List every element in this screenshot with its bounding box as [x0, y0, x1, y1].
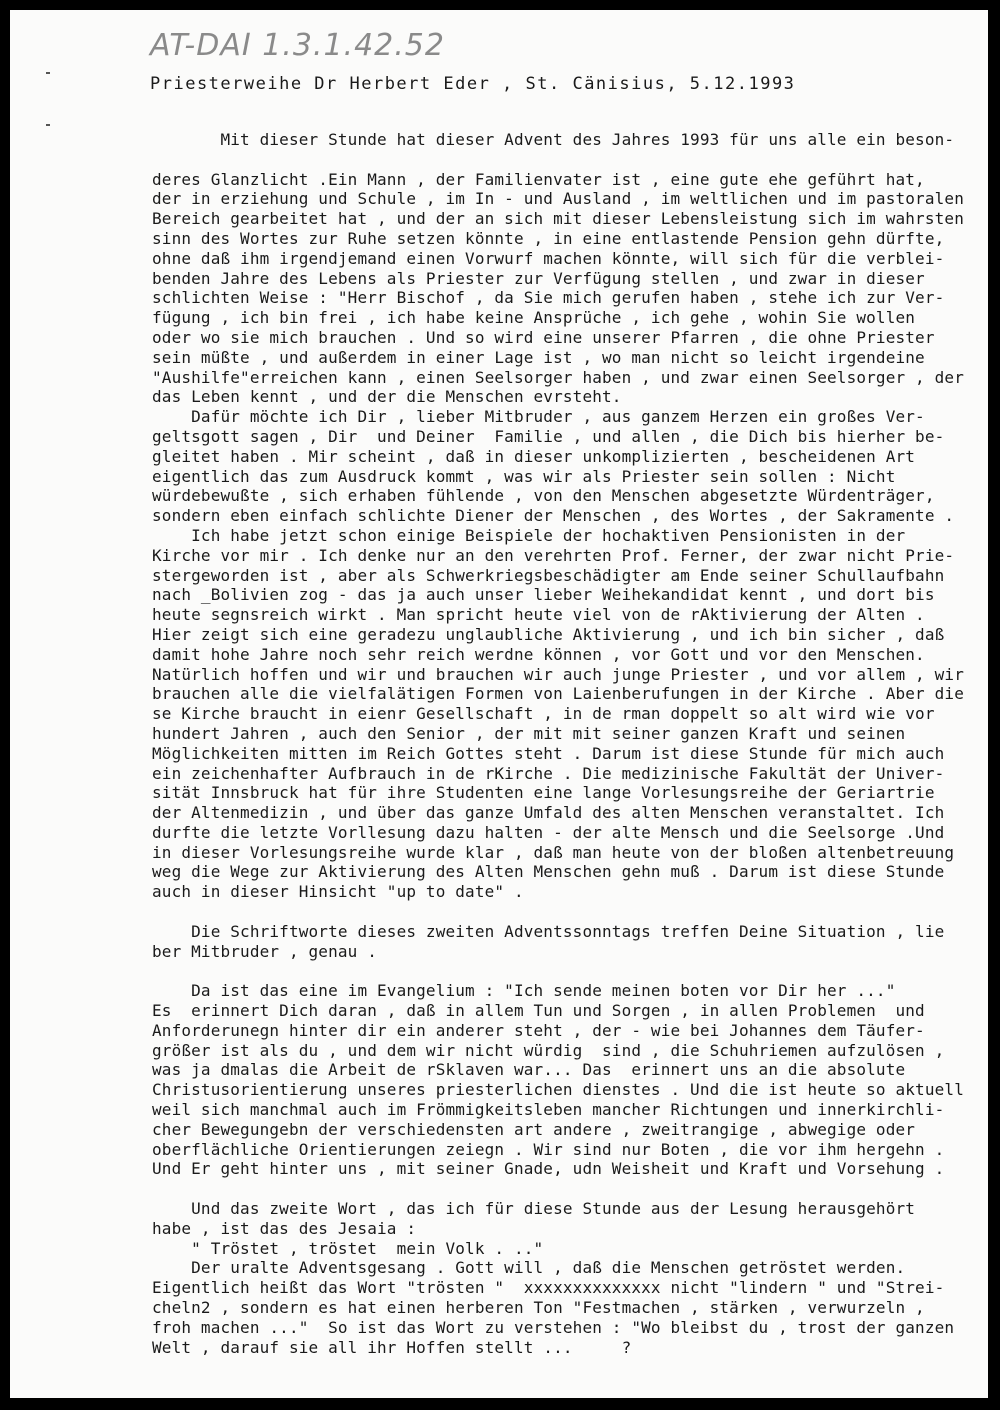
archive-signature: AT-DAI 1.3.1.42.52 — [150, 28, 445, 63]
text-line: Da ist das eine im Evangelium : "Ich sende meinen boten vor Dir her ..." — [152, 981, 896, 1001]
text-line: damit hohe Jahre noch sehr reich werdne können , vor Gott und vor den Menschen. — [152, 644, 925, 664]
text-line: Bereich gearbeitet hat , und der an sich mit dieser Lebensleistung sich im wahrsten — [152, 209, 964, 229]
blank-line — [152, 961, 980, 981]
margin-mark — [46, 72, 50, 74]
text-line: was ja dmalas die Arbeit de rSklaven war... Das erinnert uns an die absolute — [152, 1060, 906, 1080]
text-line: deres Glanzlicht .Ein Mann , der Familienvater ist , eine gute ehe geführt hat, — [152, 169, 925, 189]
text-line: das Leben kennt , und der die Menschen evrsteht. — [152, 387, 622, 407]
text-line: benden Jahre des Lebens als Priester zur Verfügung stellen , und zwar in dieser — [152, 268, 925, 288]
text-line: in dieser Vorlesungsreihe wurde klar , daß man heute von der bloßen altenbetreuung — [152, 842, 955, 862]
text-line: der in erziehung und Schule , im In - und Ausland , im weltlichen und im pastoralen — [152, 189, 964, 209]
blank-line — [152, 1179, 980, 1199]
text-line: würdebewußte , sich erhaben fühlende , von den Menschen abgesetzte Würdenträger, — [152, 486, 935, 506]
text-line: Eigentlich heißt das Wort "trösten " xxxxxxxxxxxxxx nicht "lindern " und "Strei- — [152, 1278, 945, 1298]
text-line: auch in dieser Hinsicht "up to date" . — [152, 882, 524, 902]
text-line: ber Mitbruder , genau . — [152, 941, 378, 961]
text-line: "Aushilfe"erreichen kann , einen Seelsorger haben , und zwar einen Seelsorger , der — [152, 367, 964, 387]
text-line: se Kirche braucht in eienr Gesellschaft , in de rman doppelt so alt wird wie vor — [152, 704, 935, 724]
margin-mark — [46, 124, 50, 126]
text-line: " Tröstet , tröstet mein Volk . .." — [152, 1238, 544, 1258]
text-line: Dafür möchte ich Dir , lieber Mitbruder , aus ganzem Herzen ein großes Ver- — [152, 407, 925, 427]
text-line: Kirche vor mir . Ich denke nur an den verehrten Prof. Ferner, der zwar nicht Prie- — [152, 545, 955, 565]
text-line: ein zeichenhafter Aufbrauch in de rKirche . Die medizinische Fakultät der Univer- — [152, 763, 945, 783]
text-line: eigentlich das zum Ausdruck kommt , was wir als Priester sein sollen : Nicht — [152, 466, 896, 486]
text-line: größer ist als du , und dem wir nicht würdig sind , die Schuhriemen aufzulösen , — [152, 1040, 945, 1060]
text-line: oder wo sie mich brauchen . Und so wird eine unserer Pfarren , die ohne Priester — [152, 327, 935, 347]
text-line: oberflächliche Orientierungen zeiegn . Wir sind nur Boten , die vor ihm hergehn . — [152, 1139, 945, 1159]
text-line: Die Schriftworte dieses zweiten Adventssonntags treffen Deine Situation , lie — [152, 921, 945, 941]
text-line: Ich habe jetzt schon einige Beispiele der hochaktiven Pensionisten in der — [152, 525, 906, 545]
document-page — [10, 10, 988, 1398]
text-line: fügung , ich bin frei , ich habe keine Ansprüche , ich gehe , wohin Sie wollen — [152, 308, 916, 328]
text-line: stergeworden ist , aber als Schwerkriegsbeschädigter am Ende seiner Schullaufbahn — [152, 565, 945, 585]
document-title: Priesterweihe Dr Herbert Eder , St. Cänisius, 5.12.1993 — [150, 74, 796, 94]
text-line: weil sich manchmal auch im Frömmigkeitsleben mancher Richtungen und innerkirchli- — [152, 1100, 945, 1120]
text-line: gleitet haben . Mir scheint , daß in dieser unkomplizierten , bescheidenen Art — [152, 446, 916, 466]
document-body — [152, 130, 980, 1357]
text-line: cheln2 , sondern es hat einen herberen Ton "Festmachen , stärken , verwurzeln , — [152, 1298, 925, 1318]
text-line: hundert Jahren , auch den Senior , der mit mit seiner ganzen Kraft und seinen — [152, 723, 906, 743]
text-line: Der uralte Adventsgesang . Gott will , daß die Menschen getröstet werden. — [152, 1258, 906, 1278]
text-line: Möglichkeiten mitten im Reich Gottes steht . Darum ist diese Stunde für mich auch — [152, 743, 945, 763]
text-line: ohne daß ihm irgendjemand einen Vorwurf machen könnte, will sich für die verblei- — [152, 248, 945, 268]
text-line: cher Bewegungebn der verschiedensten art andere , zweitrangige , abwegige oder — [152, 1119, 916, 1139]
text-line: geltsgott sagen , Dir und Deiner Familie , und allen , die Dich bis hierher be- — [152, 426, 945, 446]
text-line: durfte die letzte Vorllesung dazu halten - der alte Mensch und die Seelsorge .Und — [152, 822, 945, 842]
text-line: Und Er geht hinter uns , mit seiner Gnade, udn Weisheit und Kraft und Vorsehung . — [152, 1159, 945, 1179]
blank-line — [152, 902, 980, 922]
text-line: Es erinnert Dich daran , daß in allem Tun und Sorgen , in allen Problemen und — [152, 1001, 925, 1021]
text-line: sität Innsbruck hat für ihre Studenten eine lange Vorlesungsreihe der Geriartrie — [152, 783, 935, 803]
text-line: habe , ist das des Jesaia : — [152, 1218, 417, 1238]
text-line: Hier zeigt sich eine geradezu unglaubliche Aktivierung , und ich bin sicher , daß — [152, 624, 945, 644]
text-line: sein müßte , und außerdem in einer Lage ist , wo man nicht so leicht irgendeine — [152, 347, 925, 367]
text-line: heute segnsreich wirkt . Man spricht heute viel von de rAktivierung der Alten . — [152, 605, 925, 625]
text-line: Anforderunegn hinter dir ein anderer steht , der - wie bei Johannes dem Täufer- — [152, 1020, 925, 1040]
blank-line — [152, 150, 980, 170]
text-line: sondern eben einfach schlichte Diener der Menschen , des Wortes , der Sakramente . — [152, 506, 955, 526]
text-line: brauchen alle die vielfalätigen Formen von Laienberufungen in der Kirche . Aber die — [152, 684, 964, 704]
text-line: Welt , darauf sie all ihr Hoffen stellt ... ? — [152, 1337, 632, 1357]
text-line: froh machen ..." So ist das Wort zu verstehen : "Wo bleibst du , trost der ganzen — [152, 1317, 955, 1337]
text-line: schlichten Weise : "Herr Bischof , da Sie mich gerufen haben , stehe ich zur Ver- — [152, 288, 945, 308]
text-line: Natürlich hoffen und wir und brauchen wir auch junge Priester , und vor allem , wir — [152, 664, 964, 684]
text-line: weg die Wege zur Aktivierung des Alten Menschen gehn muß . Darum ist diese Stunde — [152, 862, 945, 882]
text-line: der Altenmedizin , und über das ganze Umfald des alten Menschen veranstaltet. Ich — [152, 803, 945, 823]
text-line: Christusorientierung unseres priesterlichen dienstes . Und die ist heute so aktuell — [152, 1080, 964, 1100]
text-line: sinn des Wortes zur Ruhe setzen könnte , in eine entlastende Pension gehn dürfte, — [152, 228, 945, 248]
text-line: nach _Bolivien zog - das ja auch unser lieber Weihekandidat kennt , und dort bis — [152, 585, 935, 605]
text-line: Mit dieser Stunde hat dieser Advent des Jahres 1993 für uns alle ein beson- — [152, 130, 955, 149]
text-line: Und das zweite Wort , das ich für diese Stunde aus der Lesung herausgehört — [152, 1199, 916, 1219]
